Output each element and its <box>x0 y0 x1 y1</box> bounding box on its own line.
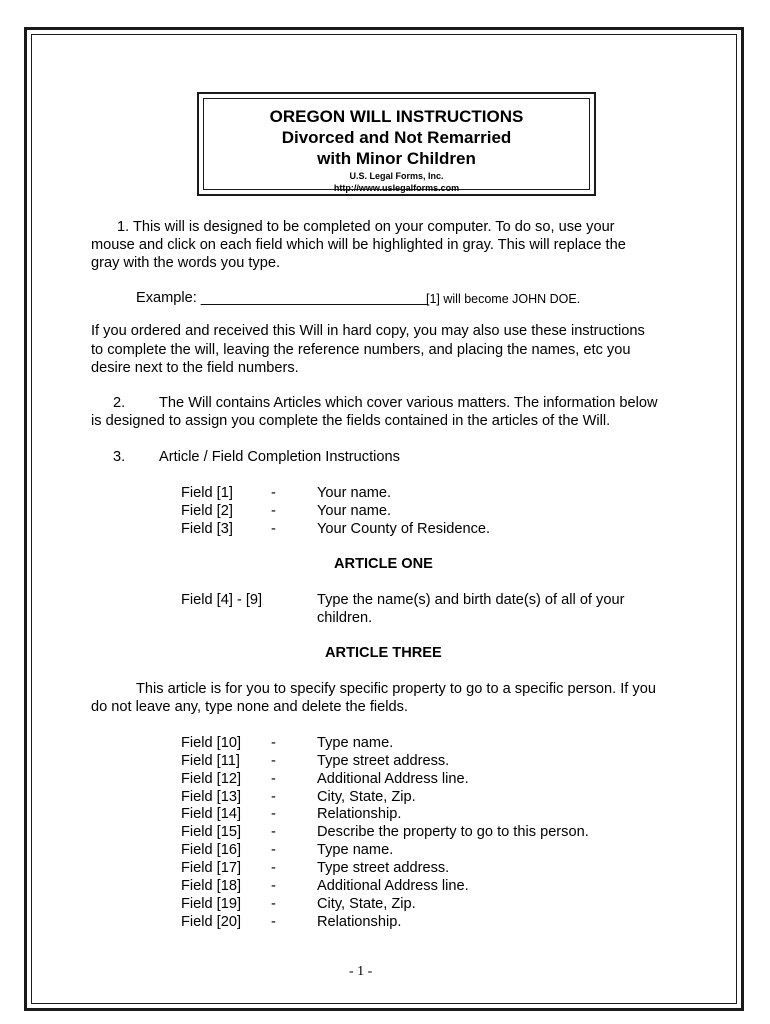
article-one-desc-line2: children. <box>317 610 373 626</box>
field-description: Your County of Residence. <box>317 521 491 537</box>
field-description: Additional Address line. <box>317 878 469 894</box>
field-description: City, State, Zip. <box>317 789 416 805</box>
para3-number: 3. <box>113 449 126 465</box>
field-dash: - <box>271 771 276 787</box>
field-dash: - <box>271 789 276 805</box>
hardcopy-line3: desire next to the field numbers. <box>91 360 299 376</box>
field-description: Your name. <box>317 485 392 501</box>
field-dash: - <box>271 896 276 912</box>
field-dash: - <box>271 860 276 876</box>
article-three-intro-line1: This article is for you to specify specific property to go to a specific person. If you <box>136 681 656 697</box>
document-title: OREGON WILL INSTRUCTIONS <box>269 107 524 126</box>
article-three-intro-line2: do not leave any, type none and delete the fields. <box>91 699 408 715</box>
field-label: Field [19] <box>181 896 242 912</box>
field-label: Field [18] <box>181 878 242 894</box>
field-dash: - <box>271 842 276 858</box>
article-three-heading: ARTICLE THREE <box>325 645 442 661</box>
para2-line1: The Will contains Articles which cover various matters. The information below <box>159 395 658 411</box>
field-label: Field [3] <box>181 521 233 537</box>
field-label: Field [16] <box>181 842 242 858</box>
company-url: http://www.uslegalforms.com <box>333 183 460 193</box>
article-one-field: Field [4] - [9] <box>181 592 263 608</box>
para2-number: 2. <box>113 395 126 411</box>
hardcopy-line1: If you ordered and received this Will in hard copy, you may also use these instructions <box>91 323 645 339</box>
field-label: Field [14] <box>181 806 242 822</box>
field-label: Field [2] <box>181 503 233 519</box>
field-description: Relationship. <box>317 806 402 822</box>
example-suffix: [1] will become JOHN DOE. <box>426 292 581 306</box>
field-description: Additional Address line. <box>317 771 469 787</box>
field-description: Relationship. <box>317 914 402 930</box>
field-label: Field [13] <box>181 789 242 805</box>
article-one-desc-line1: Type the name(s) and birth date(s) of all of your <box>317 592 625 608</box>
page-number: - 1 - <box>349 964 373 979</box>
field-dash: - <box>271 914 276 930</box>
field-dash: - <box>271 753 276 769</box>
field-dash: - <box>271 806 276 822</box>
example-label: Example: ____________________________ <box>136 290 429 306</box>
para1-line2: mouse and click on each field which will be highlighted in gray. This will replace the <box>91 237 626 253</box>
field-description: Type name. <box>317 842 394 858</box>
article-one-heading: ARTICLE ONE <box>334 556 433 572</box>
field-description: City, State, Zip. <box>317 896 416 912</box>
para3-text: Article / Field Completion Instructions <box>159 449 400 465</box>
field-dash: - <box>271 735 276 751</box>
field-dash: - <box>271 521 276 537</box>
company-name: U.S. Legal Forms, Inc. <box>349 171 444 181</box>
field-label: Field [12] <box>181 771 242 787</box>
field-dash: - <box>271 485 276 501</box>
field-description: Type street address. <box>317 860 450 876</box>
field-dash: - <box>271 824 276 840</box>
field-dash: - <box>271 503 276 519</box>
para2-line2: is designed to assign you complete the fields contained in the articles of the Will. <box>91 413 611 429</box>
title-box-inner <box>203 98 590 193</box>
field-label: Field [15] <box>181 824 242 840</box>
field-label: Field [10] <box>181 735 242 751</box>
para1-line1: 1. This will is designed to be completed on your computer. To do so, use your <box>117 219 615 235</box>
document-subtitle-2: with Minor Children <box>317 149 476 168</box>
field-label: Field [20] <box>181 914 242 930</box>
field-dash: - <box>271 878 276 894</box>
field-label: Field [1] <box>181 485 233 501</box>
field-description: Type street address. <box>317 753 450 769</box>
field-description: Describe the property to go to this person. <box>317 824 589 840</box>
para1-line3: gray with the words you type. <box>91 255 280 271</box>
field-description: Your name. <box>317 503 392 519</box>
field-description: Type name. <box>317 735 394 751</box>
field-label: Field [17] <box>181 860 242 876</box>
hardcopy-line2: to complete the will, leaving the reference numbers, and placing the names, etc you <box>91 342 631 358</box>
document-subtitle-1: Divorced and Not Remarried <box>281 128 512 147</box>
field-label: Field [11] <box>181 753 240 769</box>
title-box <box>197 92 596 196</box>
